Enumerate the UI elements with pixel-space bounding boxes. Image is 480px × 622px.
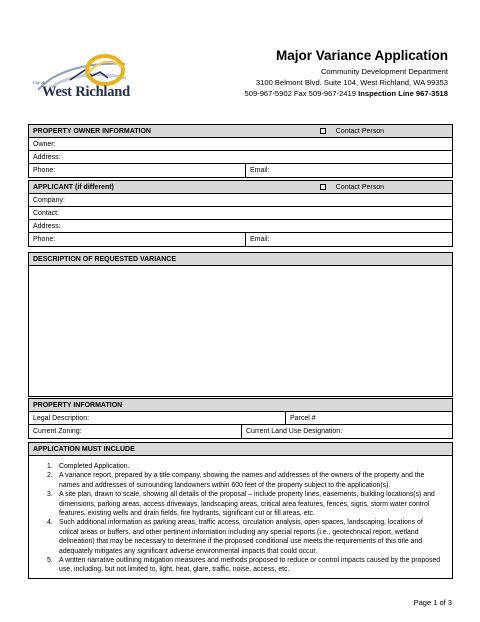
owner-address-field[interactable]: Address: — [33, 153, 61, 161]
contact-field[interactable]: Contact: — [33, 209, 60, 217]
owner-contact-label: Contact Person — [335, 127, 384, 135]
logo-name: West Richland — [42, 84, 131, 100]
owner-section — [28, 124, 453, 178]
company-field[interactable]: Company: — [33, 196, 65, 204]
owner-email-field[interactable]: Email: — [245, 164, 452, 177]
office-address: 3100 Belmont Blvd. Suite 104, West Richland, WA 99353 — [255, 78, 448, 87]
requirements-list — [29, 456, 452, 578]
applicant-section — [28, 180, 453, 247]
applicant-address-field[interactable]: Address: — [33, 222, 61, 230]
applicant-contact-checkbox[interactable] — [320, 184, 326, 190]
legal-description-field[interactable]: Legal Description: — [33, 414, 90, 422]
owner-contact-checkbox[interactable] — [320, 128, 326, 134]
owner-heading: PROPERTY OWNER INFORMATION — [33, 127, 151, 135]
owner-phone-field[interactable]: Phone: — [33, 167, 56, 174]
current-zoning-field[interactable]: Current Zoning: — [33, 428, 82, 435]
applicant-phone-field[interactable]: Phone: — [33, 236, 56, 243]
logo-city-of: City of — [33, 80, 45, 85]
land-use-field[interactable]: Current Land Use Designation: — [241, 425, 452, 438]
property-section — [28, 398, 453, 439]
description-textarea[interactable] — [29, 266, 452, 396]
description-heading: DESCRIPTION OF REQUESTED VARIANCE — [33, 255, 176, 263]
list-item: 5. A written narrative outlining mitigation measures and methods proposed to reduce or control impacts caused by the proposed use, including, but not limited to, light, heat, glare, traffic, noise, access, etc. — [47, 557, 441, 574]
applicant-heading: APPLICANT (if different) — [33, 183, 114, 191]
parcel-field[interactable]: Parcel # — [285, 412, 452, 424]
department: Community Development Department — [320, 67, 448, 76]
owner-contact-person[interactable] — [320, 128, 452, 135]
list-item: 1. Completed Application. — [47, 463, 130, 470]
list-item: 4. Such additional information as parking areas, traffic access, circulation analysis, open spaces, landscaping, locations of critical areas or buffers, and other pertinent information including any special reports (i.e., geotechnical report, wetland delineation) that may be necessary to determine if the proposed conditional use meets the requirements of this title and adequately mitigates any significant adverse environmental impacts that could occur. — [47, 519, 423, 555]
description-section — [28, 252, 453, 397]
document-header — [245, 48, 449, 99]
applicant-contact-person[interactable] — [320, 184, 452, 191]
applicant-email-field[interactable]: Email: — [245, 233, 452, 246]
owner-field[interactable]: Owner: — [33, 140, 56, 148]
phone-fax: 509-967-5902 Fax 509-967-2419 — [244, 89, 356, 98]
list-item: 3. A site plan, drawn to scale, showing all details of the proposal – include property lines, easements, building locations(s) and dimensions, parking areas, access driveways, landscaping areas, critical area features, fences, signs, storm water control features, existing wells and drain fields, fire hydrants, significant cut or fill areas, etc. — [47, 491, 435, 518]
page-number: Page 1 of 3 — [413, 598, 452, 607]
inspection-line: Inspection Line 967-3518 — [358, 89, 448, 98]
application-heading: APPLICATION MUST INCLUDE — [33, 445, 135, 453]
contact-numbers — [245, 88, 449, 99]
application-section — [28, 442, 453, 579]
applicant-contact-label: Contact Person — [335, 183, 384, 191]
list-item: 2. A variance report, prepared by a title company, showing the names and addresses of the owners of the property and the names and addresses of surrounding landowners within 600 feet of the property subject to the application(s). — [47, 472, 425, 489]
property-heading: PROPERTY INFORMATION — [33, 401, 123, 409]
page-title: Major Variance Application — [275, 48, 448, 63]
